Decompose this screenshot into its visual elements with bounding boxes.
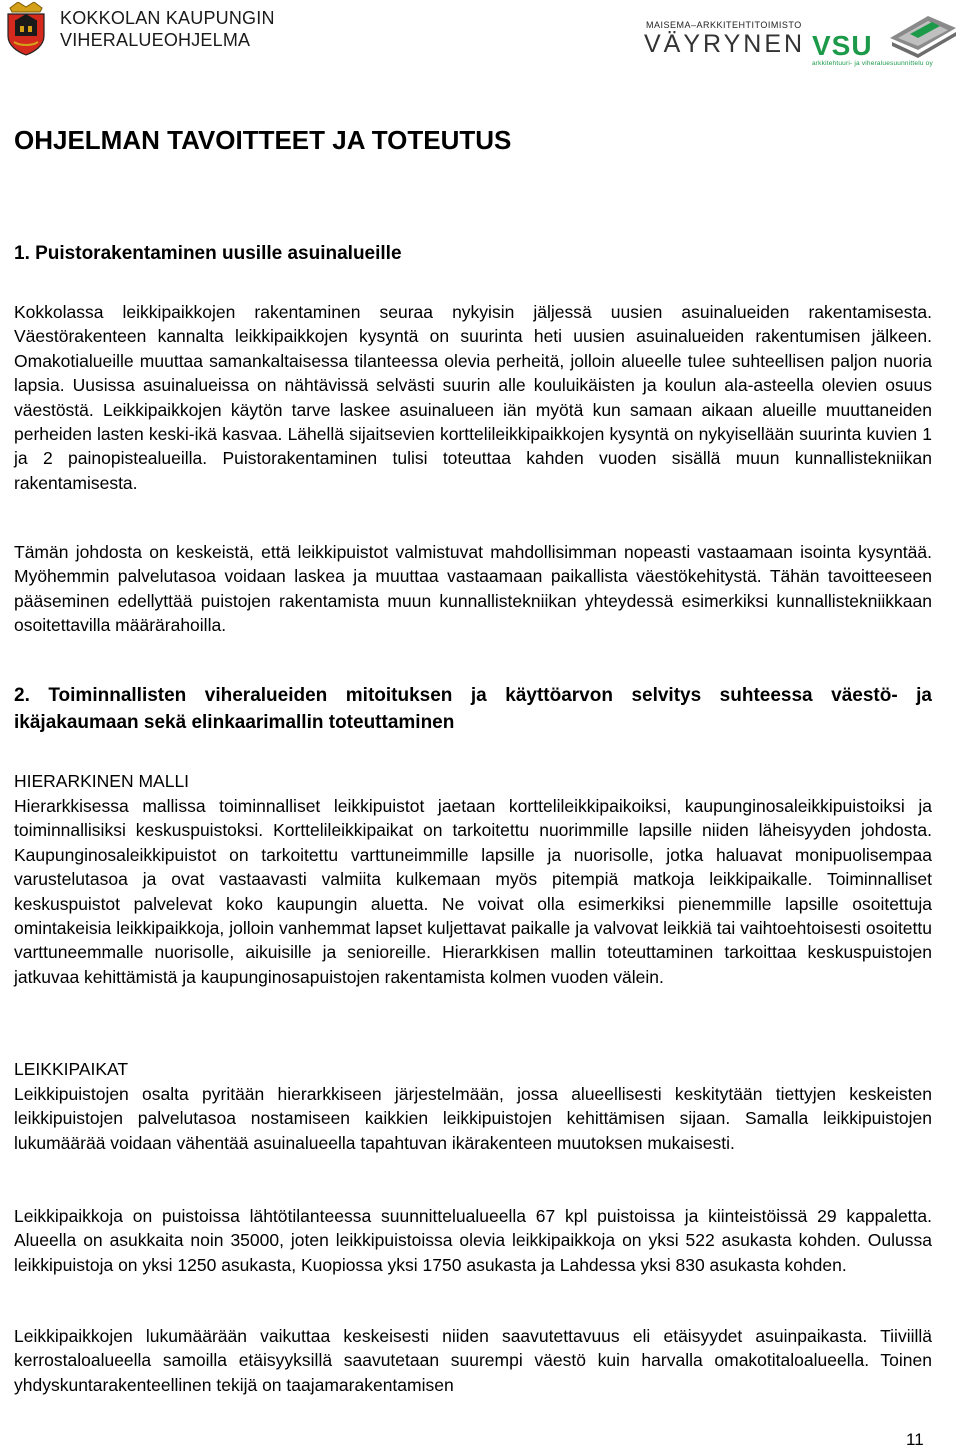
playgrounds-heading: LEIKKIPAIKAT — [14, 1059, 129, 1079]
playgrounds-paragraph-2: Leikkipaikkoja on puistoissa lähtötilanteessa suunnittelualueella 67 kpl puistoissa ja kiinteistöissä 29 kappaletta. Alueella on asukkaita noin 35000, joten leikkipuistoissa olevia leikkipaikkoja on yksi 522 asukasta kohden. Oulussa leikkipuistoja on yksi 1250 asukasta, Kuopiossa yksi 1750 asukasta ja Lahdessa yksi 830 asukasta kohden. — [14, 1206, 932, 1275]
hierarchical-model-text: Hierarkkisessa mallissa toiminnalliset leikkipuistot jaetaan korttelileikkipaikoiksi, kaupunginosaleikkipuistoiksi ja toiminnallisiksi keskuspuistoksi. Korttelileikkipaikat on tarkoitettu nuorimmille lapsille niiden läheisyyden johdosta. Kaupunginosaleikkipuistot on tarkoitettu varttuneimmille lapsille ja nuorisolle, jotka haluavat monipuolisempaa varustelutasoa ja ovat vastaavasti valmiita kulkemaan myös pitempiä matkoja leikkipaikalle. Toiminnalliset keskuspuistot palvelevat koko kaupungin aluetta. Ne voivat olla esimerkiksi pienemmille lapsille osoitettuja omintakeisia leikkipaikkoja, jolloin vanhemmat lapset kuljettavat paikalle ja valvovat leikkiä tai vaihtoehtoisesti osoitettu varttuneemmalle nuorisolle, aikuisille ja senioreille. Hierarkkisen mallin toteuttaminen tarkoittaa keskuspuistojen jatkuvaa kehittämistä ja kaupunginosapuistojen rakentamista kolmen vuoden välein. — [14, 796, 932, 987]
org-line-2: VIHERALUEOHJELMA — [60, 30, 251, 50]
kokkola-crest-icon — [4, 2, 48, 56]
vsu-leaf-icon — [888, 8, 958, 58]
section-1-heading: 1. Puistorakentaminen uusille asuinalueille — [14, 243, 402, 264]
vsu-name: VSU — [812, 30, 873, 61]
vayrynen-name: VÄYRYNEN — [644, 30, 806, 58]
org-line-1: KOKKOLAN KAUPUNGIN — [60, 8, 275, 28]
playgrounds-paragraph-1: Leikkipuistojen osalta pyritään hierarkkiseen järjestelmään, jossa alueellisesti keskitytään tiettyjen keskeisten leikkipuistojen palvelutasoa nostamiseen kaikkien leikkipuistojen kehittämisen sijaan. Samalla leikkipuistojen lukumäärää voidaan vähentää asuinalueella tapahtuvan ikärakenteen muutoksen mukaisesti. — [14, 1084, 932, 1153]
hierarchical-model-heading: HIERARKINEN MALLI — [14, 771, 190, 791]
document-title: OHJELMAN TAVOITTEET JA TOTEUTUS — [14, 125, 512, 155]
vayrynen-small-text: MAISEMA–ARKKITEHTITOIMISTO — [646, 20, 802, 30]
page-number: 11 — [906, 1430, 924, 1449]
organization-name — [60, 7, 275, 51]
page-header — [0, 0, 960, 80]
vayrynen-logo — [640, 20, 806, 64]
vsu-tagline: arkkitehtuuri- ja viheraluesuunnittelu oy — [812, 60, 933, 67]
section-1-paragraph-1: Kokkolassa leikkipaikkojen rakentaminen seuraa nykyisin jäljessä uusien asuinalueiden rakentamisesta. Väestörakenteen kannalta leikkipaikkojen kysyntä on suurinta heti uusien asuinalueiden rakentumisen jälkeen. Omakotialueille muuttaa samankaltaisessa tilanteessa olevia perheitä, jolloin alueelle tulee suhteellisen paljon nuoria lapsia. Uusissa asuinalueissa on nähtävissä selvästi suurin alle kouluikäisten ja koulun ala-asteella olevien osuus väestöstä. Leikkipaikkojen käytön tarve laskee asuinalueen iän myötä kun samaan aikaan alueille muuttaneiden perheiden lasten keski-ikä kasvaa. Lähellä sijaitsevien korttelileikkipaikkojen kysyntä on nykyisellään suurinta kuvien 1 ja 2 painopistealueilla. Puistorakentaminen tulisi toteuttaa kahden vuoden sisällä muun kunnallistekniikan rakentamisesta. — [14, 302, 932, 493]
section-2-heading: 2. Toiminnallisten viheralueiden mitoituksen ja käyttöarvon selvitys suhteessa väestö- ja ikäjakaumaan sekä elinkaarimallin toteuttaminen — [14, 685, 932, 733]
section-1-paragraph-2: Tämän johdosta on keskeistä, että leikkipuistot valmistuvat mahdollisimman nopeasti vastaamaan isointa kysyntää. Myöhemmin palvelutasoa voidaan laskea ja muuttaa vastaamaan paikallista väestökehitystä. Tähän tavoitteeseen pääseminen edellyttää puistojen rakentamista muun kunnallistekniikan yhteydessä esimerkiksi kunnallistekniikkaan osoitettavilla määrärahoilla. — [14, 542, 932, 636]
vsu-logo — [812, 8, 960, 70]
playgrounds-paragraph-3: Leikkipaikkojen lukumäärään vaikuttaa keskeisesti niiden saavutettavuus eli etäisyydet asuinpaikasta. Tiiviillä kerrostaloalueella samoilla etäisyyksillä saavutetaan suurempi väestö kuin harvalla omakotitaloalueella. Toinen yhdyskuntarakenteellinen tekijä on taajamarakentamisen — [14, 1326, 932, 1395]
